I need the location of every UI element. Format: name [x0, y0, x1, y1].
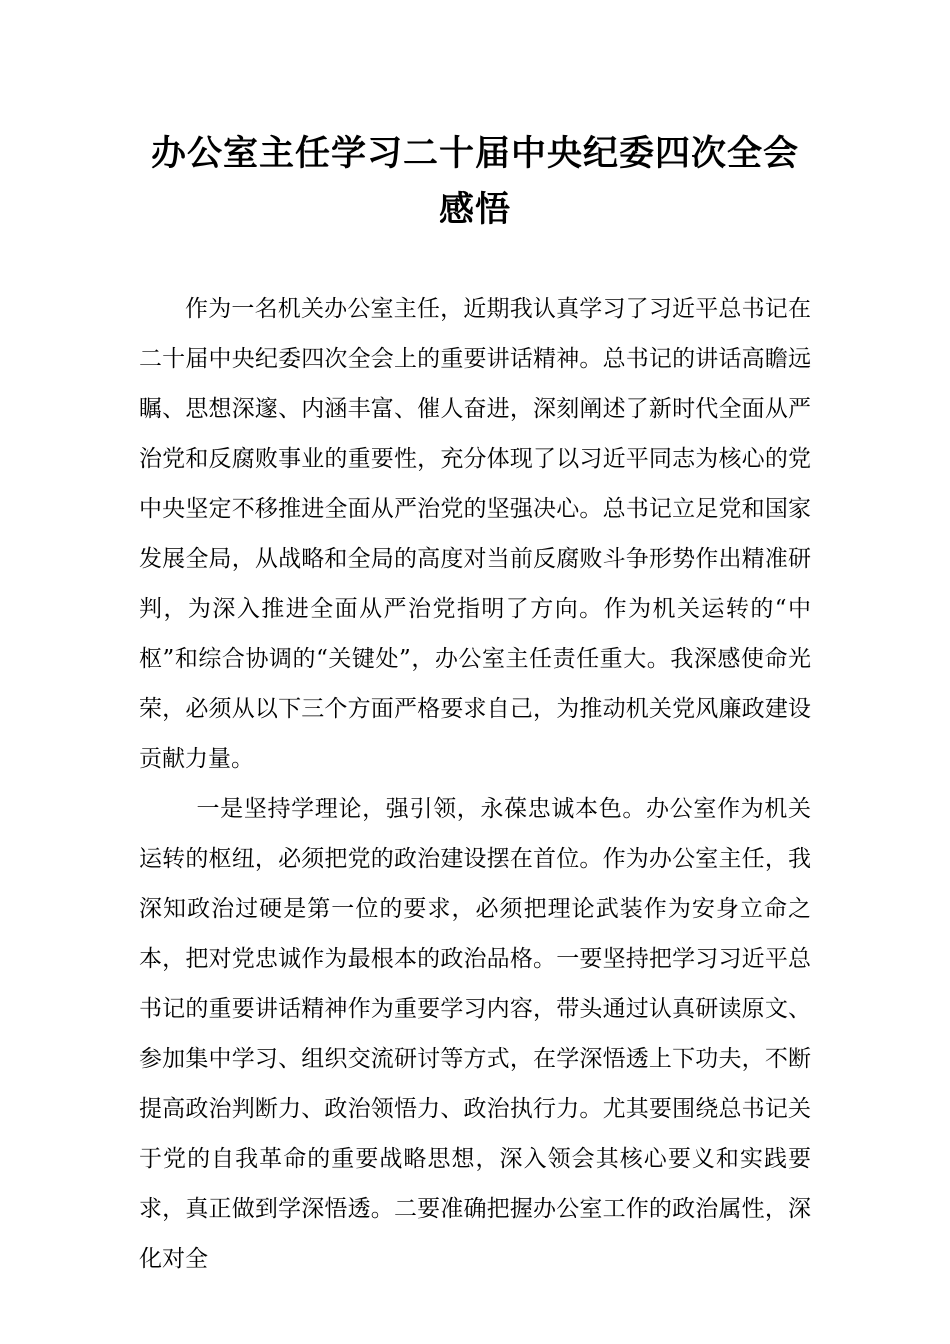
document-title: 办公室主任学习二十届中央纪委四次全会感悟 [150, 134, 799, 230]
paragraph-point-one: 一是坚持学理论，强引领，永葆忠诚本色。办公室作为机关运转的枢纽，必须把党的政治建设摆在首位。作为办公室主任，我深知政治过硬是第一位的要求，必须把理论武装作为安身立命之本，把对党忠诚作为最根本的政治品格。一要坚持把学习习近平总书记的重要讲话精神作为重要学习内容，带头通过认真研读原文、参加集中学习、组织交流研讨等方式，在学深悟透上下功夫，不断提高政治判断力、政治领悟力、政治执行力。尤其要围绕总书记关于党的自我革命的重要战略思想，深入领会其核心要义和实践要求，真正做到学深悟透。二要准确把握办公室工作的政治属性，深化对全 [139, 796, 811, 1272]
document-body [139, 284, 811, 1284]
paragraph-introduction: 作为一名机关办公室主任，近期我认真学习了习近平总书记在二十届中央纪委四次全会上的重要讲话精神。总书记的讲话高瞻远瞩、思想深邃、内涵丰富、催人奋进，深刻阐述了新时代全面从严治党和反腐败事业的重要性，充分体现了以习近平同志为核心的党中央坚定不移推进全面从严治党的坚强决心。总书记立足党和国家发展全局，从战略和全局的高度对当前反腐败斗争形势作出精准研判，为深入推进全面从严治党指明了方向。作为机关运转的“中枢”和综合协调的“关键处”，办公室主任责任重大。我深感使命光荣，必须从以下三个方面严格要求自己，为推动机关党风廉政建设贡献力量。 [139, 296, 811, 772]
